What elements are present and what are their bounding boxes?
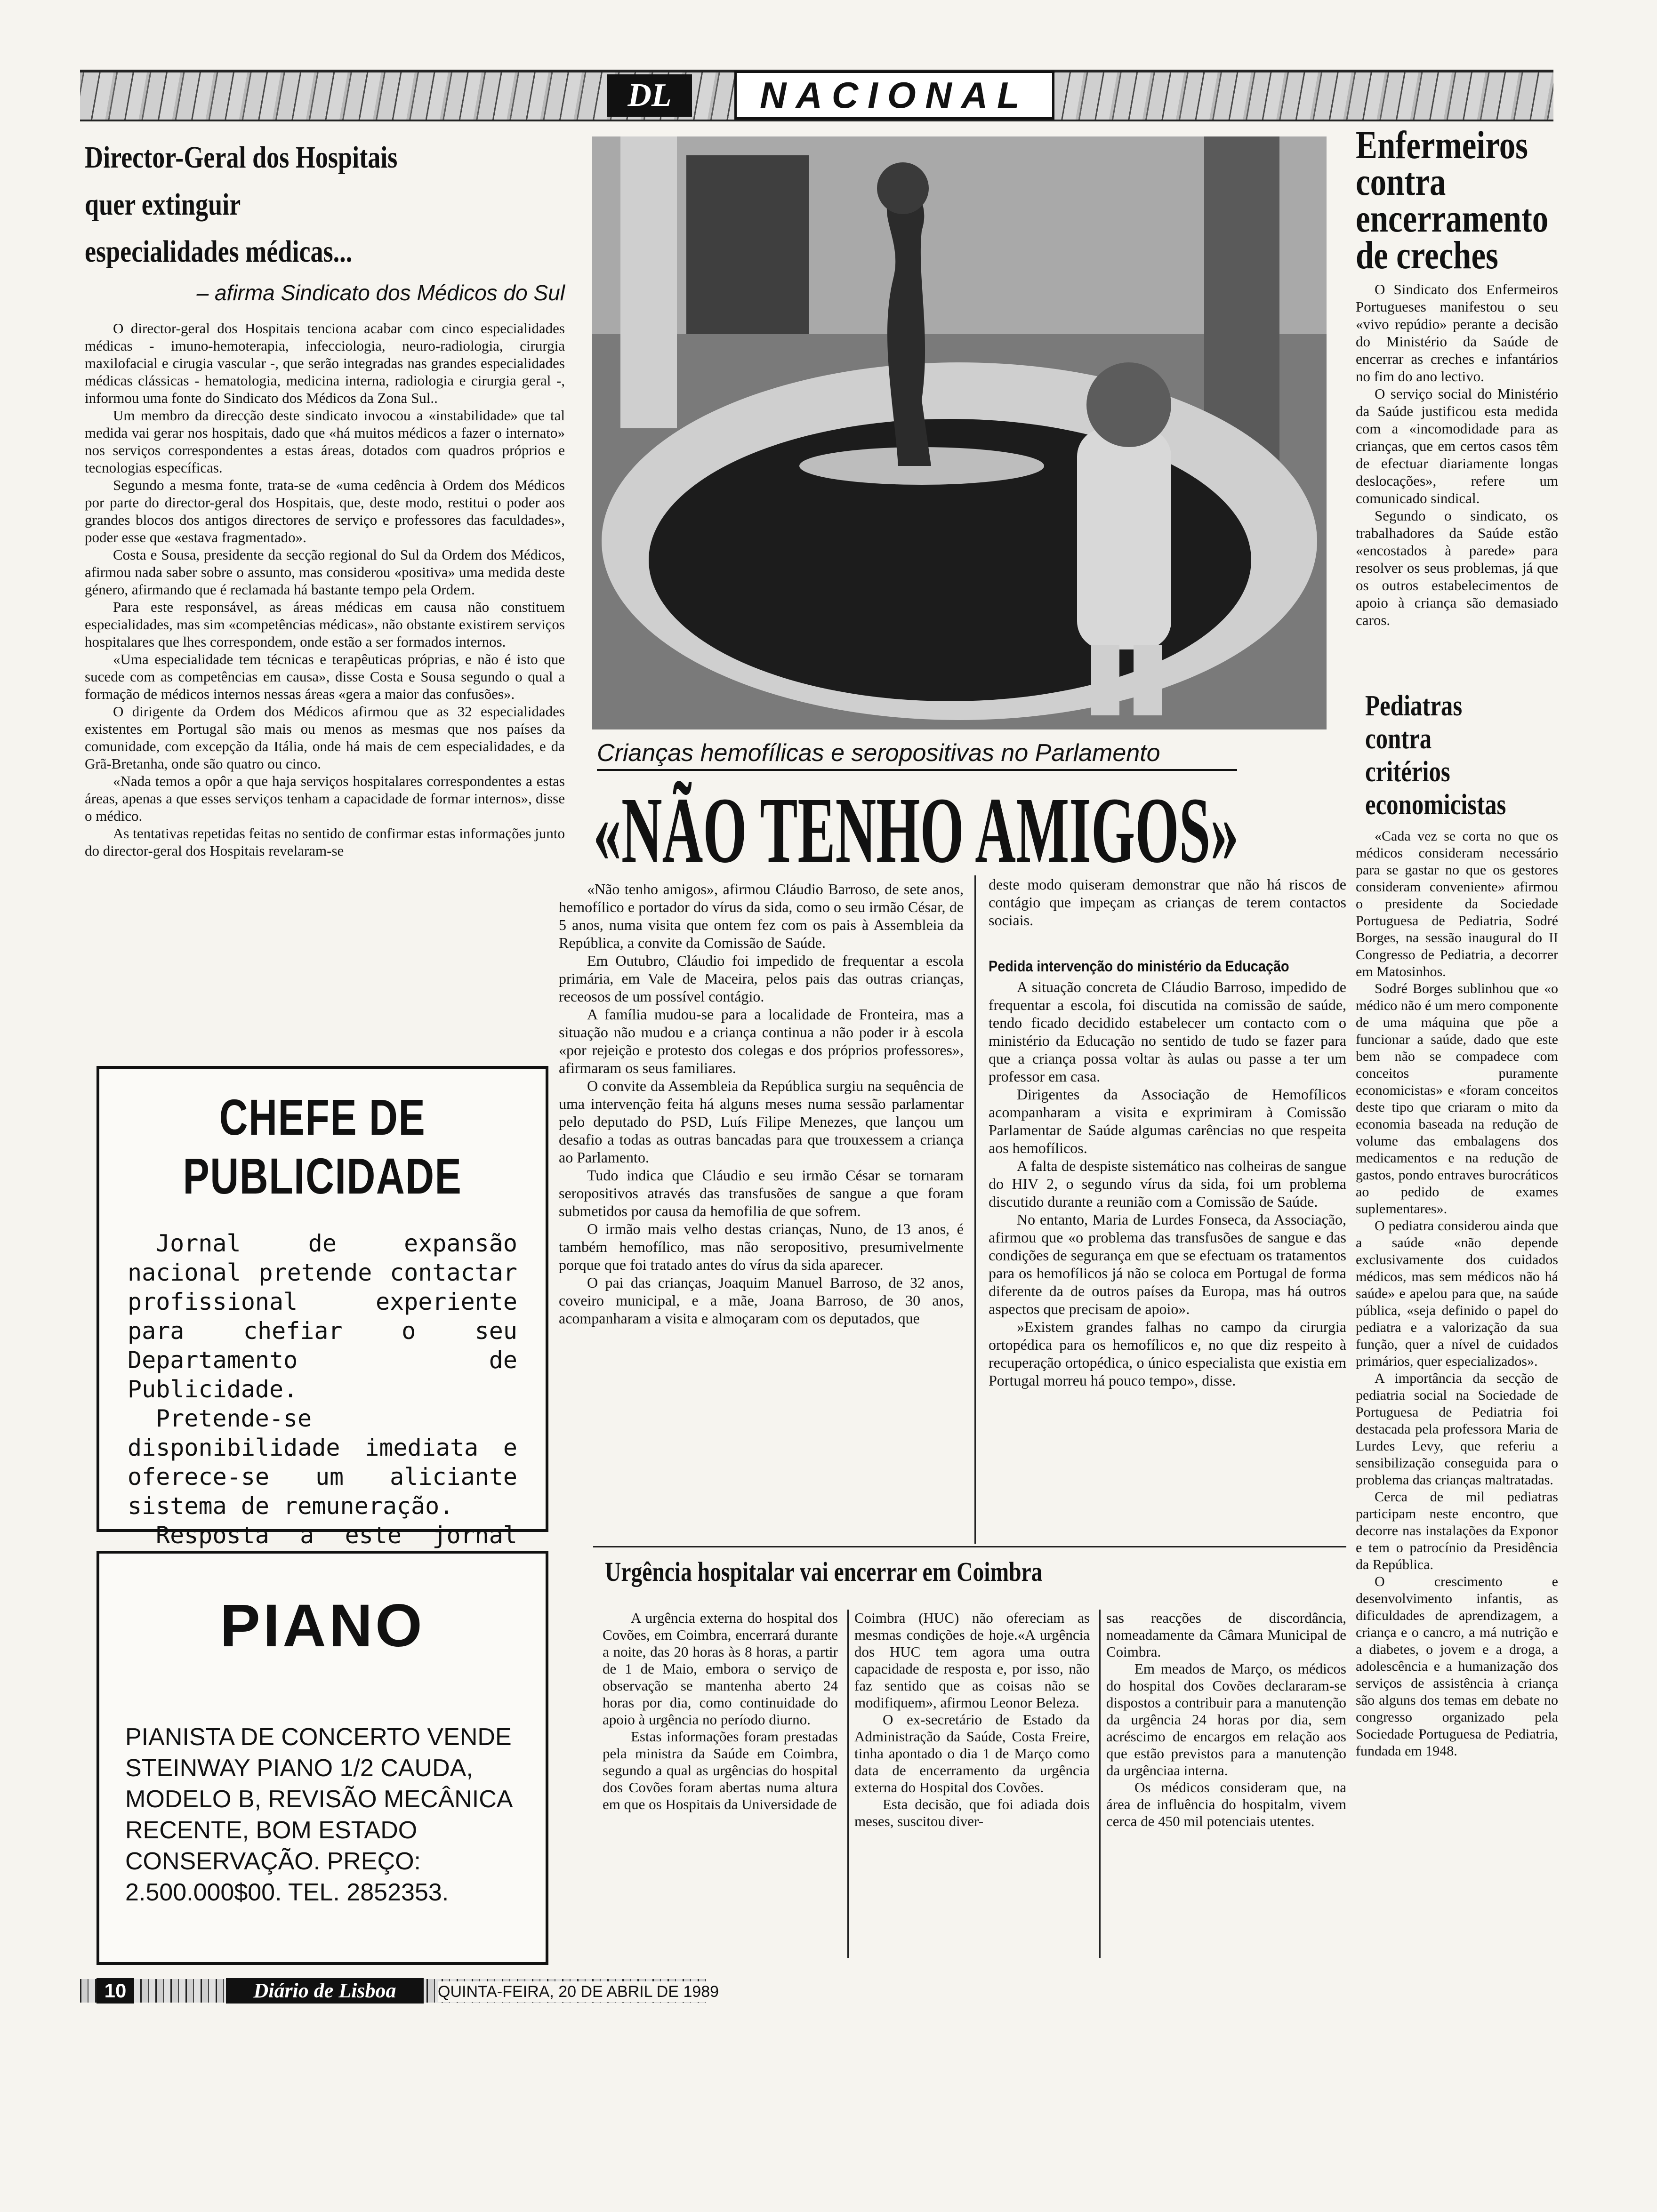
ad-chefe-publicidade [97,1066,548,1549]
paragraph: Estas informações foram prestadas pela ministra da Saúde em Coimbra, segundo a qual as urgências do hospital dos Covões foram abertas numa altura em que os Hospitais da Universidade de [603,1728,838,1812]
paragraph: «Cada vez se corta no que os médicos consideram necessário para se gastar no que os gestores consideram conveniente» afirmou o presidente da Sociedade Portuguesa de Pediatria, Sodré Borges, na sessão inaugural do II Congresso de Pediatria, a decorrer em Matosinhos. [1356,828,1558,979]
headline-line: critérios [1365,756,1450,788]
article-main-col1 [559,880,964,1327]
paragraph: Esta decisão, que foi adiada dois meses, suscitou diver- [854,1796,1090,1829]
photo-children-parliament [592,136,1327,729]
paragraph: Para este responsável, as áreas médicas em causa não constituem especialidades, mas sim «competências médicas», não obstante existirem serviços hospitalares que lhes correspondem, onde estão a ser formados internos. [85,599,565,650]
headline-line: Pediatras [1365,690,1463,722]
paragraph: Dirigentes da Associação de Hemofílicos acompanharam a visita e exprimiram à Comissão Parlamentar de Saúde algumas carências no que respeita aos hemofílicos. [989,1086,1346,1156]
ad-body: PIANISTA DE CONCERTO VENDE STEINWAY PIANO 1/2 CAUDA, MODELO B, REVISÃO MECÂNICA RECENTE, BOM ESTADO CONSERVAÇÃO. PREÇO: 2.500.000$00. TEL. 2852353. [125,1723,512,1906]
paragraph: No entanto, Maria de Lurdes Fonseca, da Associação, afirmou que «o problema das transfusões de sangue e das condições de segurança em que se efectuam os tratamentos para os hemofílicos já não se coloca em Portugal de forma diferente da de outros países da Europa, mas há outros aspectos que precisam de apoio». [989,1211,1346,1317]
page-number: 10 [97,1978,134,2004]
ad-piano [97,1551,548,1965]
article-urgencia-col1 [603,1610,838,1813]
paragraph: «Não tenho amigos», afirmou Cláudio Barroso, de sete anos, hemofílico e portador do vírus da sida, como o seu irmão César, de 5 anos, numa visita que ontem fez com os pais à Assembleia da República, a convite da Comissão de Saúde. [559,881,964,951]
ad-title: CHEFE DE PUBLICIDADE [183,1089,462,1204]
headline-text: «NÃO TENHO AMIGOS» [593,778,1239,882]
headline-line: contra [1356,160,1446,204]
headline-line: contra [1365,723,1432,755]
headline-line: especialidades médicas... [85,234,353,269]
photo-illustration [592,136,1327,729]
paragraph: sas reacções de discordância, nomeadamente da Câmara Municipal de Coimbra. [1106,1610,1346,1660]
paragraph: A urgência externa do hospital dos Covões, em Coimbra, encerrará durante a noite, das 20 horas às 8 horas, a partir de 1 de Maio, embora o serviço de observação se mantenha aberto 24 horas por dia, como continuidade do apoio à urgência no período diurno. [603,1610,838,1728]
paragraph: Jornal de expansão nacional pretende contactar profissional experiente para chefiar o seu Departamento de Publicidade. [128,1230,517,1403]
paragraph: Pretende-se disponibilidade imediata e oferece-se um aliciante sistema de remuneração. [128,1405,517,1520]
article-headline [85,134,565,275]
headline-text: Urgência hospitalar vai encerrar em Coimbra [605,1556,1043,1587]
article-main-col2 [989,875,1346,1389]
article-enfermeiros [1356,123,1558,629]
paragraph: O convite da Assembleia da República surgiu na sequência de uma intervenção feita há alguns meses numa sessão parlamentar pelo deputado do PSD, Luís Filipe Menezes, que lançou um desafio a todas as outras bancadas para que trouxessem a criança ao Parlamento. [559,1077,964,1166]
paragraph: A situação concreta de Cláudio Barroso, impedido de frequentar a escola, foi discutida na comissão de saúde, tendo ficado decidido estabelecer um contacto com o ministério da Educação no sentido de tudo se fazer para que a criança possa voltar às aulas ou passe a ter um professor em casa. [989,978,1346,1085]
headline-line: Director-Geral dos Hospitais [85,140,398,175]
paragraph: A falta de despiste sistemático nas colheiras de sangue do HIV 2, o segundo vírus da sida, foi um problema discutido durante a reunião com a Comissão de Saúde. [989,1157,1346,1210]
paragraph: Costa e Sousa, presidente da secção regional do Sul da Ordem dos Médicos, afirmou nada saber sobre o assunto, mas considerou «positiva» uma medida deste género, afirmando que é reclamada há bastante tempo pela Ordem. [85,546,565,598]
paragraph: O director-geral dos Hospitais tenciona acabar com cinco especialidades médicas - imuno-hemoterapia, infecciologia, neuro-radiologia, cirurgia maxilofacial e cirugia vascular -, que serão integradas nas grandes especialidades médicas clássicas - hematologia, medicina interna, radiologia e cirurgia geral -, informou uma fonte do Sindicato dos Médicos da Zona Sul.. [85,320,565,406]
headline-line: economicistas [1365,789,1506,821]
paragraph: Em Outubro, Cláudio foi impedido de frequentar a escola primária, em Vale de Maceira, pelos pais das outras crianças, receosos de um possível contágio. [559,952,964,1005]
article-subhead: – afirma Sindicato dos Médicos do Sul [196,281,565,305]
column-rule [1099,1610,1101,1958]
paragraph: Coimbra (HUC) não ofereciam as mesmas condições de hoje.«A urgência dos HUC tem agora uma outra capacidade de resposta e, por isso, não faz sentido que as coisas não se modifiquem», afirmou Leonor Beleza. [854,1610,1090,1711]
article-hospitais [85,134,565,859]
paragraph: «Uma especialidade tem técnicas e terapêuticas próprias, e não é isto que sucede com as competências em causa», disse Costa e Sousa segundo o qual a formação de médicos internos nessas áreas «gera a maior das confusões». [85,651,565,702]
article-kicker: Crianças hemofílicas e seropositivas no Parlamento [597,739,1237,771]
ad-title: PIANO [220,1592,425,1659]
article-body [85,320,565,859]
column-rule [974,875,976,1544]
paragraph: Sodré Borges sublinhou que «o médico não é um mero componente de uma máquina que põe a funcionar a saúde, dado que este bem não se compadece com conceitos puramente economicistas» e «foram conceitos deste tipo que criaram o mito da economia baseada na redução de volume das embalagens dos medicamentos e na redução de gastos, pondo entraves burocráticos ao pedido de exames suplementares». [1356,981,1558,1217]
paragraph: Os médicos consideram que, na área de influência do hospitalm, vivem cerca de 450 mil potenciais utentes. [1106,1779,1346,1829]
footer-date: QUINTA-FEIRA, 20 DE ABRIL DE 1989 [438,1981,767,2002]
newspaper-logo: DL [607,74,692,117]
paragraph: Um membro da direcção deste sindicato invocou a «instabilidade» que tal medida vai gerar nos hospitais, dado que «há muitos médicos a fazer o internato» nos serviços correspondentes a estas áreas, dotados com quadros próprios e tecnologias específicas. [85,407,565,476]
paragraph: O crescimento e desenvolvimento infantis, as dificuldades de aprendizagem, a criança e o cancro, a má nutrição e a diabetes, o jovem e a droga, a adolescência e a humanização dos serviços de assistência à criança são alguns dos temas em debate no congresso organizado pela Sociedade Portuguesa de Pediatria, fundada em 1948. [1356,1574,1558,1759]
footer-paper-name: Diário de Lisboa [226,1978,424,2004]
article-main-headline [593,778,1327,882]
paragraph: O irmão mais velho destas crianças, Nuno, de 13 anos, é também hemofílico, mas não seropositivo, presumivelmente porque que foi tratado antes do vírus da sida aparecer. [559,1220,964,1273]
article-urgencia-headline [605,1555,1339,1588]
article-headline [1356,689,1558,821]
paragraph: O ex-secretário de Estado da Administração da Saúde, Costa Freire, tinha apontado o dia 1 de Março como data de encerramento da urgência externa do Hospital dos Covões. [854,1711,1090,1795]
article-headline [1356,123,1558,277]
headline-line: Enfermeiros [1356,123,1528,167]
article-body [1356,281,1558,629]
paragraph: As tentativas repetidas feitas no sentido de confirmar estas informações junto do director-geral dos Hospitais revelaram-se [85,825,565,859]
article-urgencia-col3 [1106,1610,1346,1830]
paragraph: Segundo o sindicato, os trabalhadores da Saúde estão «encostados à parede» para resolver os seus problemas, já que os outros estabelecimentos de apoio à criança são demasiado caros. [1356,507,1558,628]
headline-line: quer extinguir [85,187,241,222]
paragraph: O dirigente da Ordem dos Médicos afirmou que as 32 especialidades existentes em Portugal são mais ou menos as mesmas que nos países da comunidade, com excepção da Itália, onde há mais de cem especialidades, e da Grã-Bretanha, onde são quatro ou cinco. [85,703,565,772]
paragraph: O serviço social do Ministério da Saúde justificou esta medida com a «incomodidade para as crianças, que em certos casos têm de efectuar diariamente longas deslocações», refere um comunicado sindical. [1356,385,1558,506]
paragraph: O Sindicato dos Enfermeiros Portugueses manifestou o seu «vivo repúdio» perante a decisão do Ministério da Saúde de encerrar as creches e infantários no fim do ano lectivo. [1356,281,1558,385]
article-pediatras [1356,689,1558,1760]
section-title: NACIONAL [734,71,1054,120]
paragraph: O pediatra considerou ainda que a saúde «não depende exclusivamente dos cuidados médicos, mas sem médicos não há saúde» e apelou para que, na saúde pública, «seja definido o papel do pediatra e a valorização da sua função, quer a nível de cuidados primários, quer especializados». [1356,1218,1558,1369]
paragraph: Resposta a este jornal [156,1522,517,1549]
article-body [1356,828,1558,1760]
paragraph: O pai das crianças, Joaquim Manuel Barroso, de 32 anos, coveiro municipal, e a mãe, Joana Barroso, de 30 anos, acompanharam a visita e almoçaram com os deputados, que [559,1274,964,1327]
paragraph: Tudo indica que Cláudio e seu irmão César se tornaram seropositivos através das transfusões de sangue a que foram submetidos por causa da hemofilia de que sofrem. [559,1167,964,1219]
headline-line: de creches [1356,233,1498,277]
paragraph: »Existem grandes falhas no campo da cirurgia ortopédica para os hemofílicos e, no que diz respeito à recuperação ortopédica, o único especialista que existia em Portugal morreu há pouco tempo», disse. [989,1318,1346,1389]
paragraph: deste modo quiseram demonstrar que não há riscos de contágio que impeçam as crianças de terem contactos sociais. [989,876,1346,929]
paragraph: A família mudou-se para a localidade de Fronteira, mas a situação não mudou e a criança continua a não poder ir à escola «por rejeição e protesto dos colegas e dos próprios professores», afirmaram os seus familiares. [559,1006,964,1076]
paragraph: A importância da secção de pediatria social na Sociedade de Portuguesa de Pediatria foi destacada pela professora Maria de Lurdes Levy, que referiu a sensibilização conseguida para o problema das crianças maltratadas. [1356,1370,1558,1488]
paragraph: Segundo a mesma fonte, trata-se de «uma cedência à Ordem dos Médicos por parte do director-geral dos Hospitais, que, deste modo, restitui o poder aos grandes blocos dos antigos directores de serviço e professores das faculdades», poder esse que «estava fragmentado». [85,477,565,545]
ad-body [128,1229,517,1579]
article-urgencia-col2 [854,1610,1090,1830]
column-rule [847,1610,849,1958]
headline-line: encerramento [1356,197,1549,240]
paragraph: Cerca de mil pediatras participam neste encontro, que decorre nas instalações da Exponor e tem o patrocínio da Presidência da República. [1356,1489,1558,1572]
section-rule [593,1546,1346,1547]
paragraph: Em meados de Março, os médicos do hospital dos Covões declararam-se dispostos a contribuir para a manutenção da urgência 24 horas por dia, sem acréscimo de encargos em relação aos que estão previstos para a manutenção da urgênciaa interna. [1106,1660,1346,1779]
article-subhead: Pedida intervenção do ministério da Educação [989,958,1289,975]
paragraph: «Nada temos a opôr a que haja serviços hospitalares correspondentes a estas áreas, apenas a que esses serviços tenham a capacidade de formar internos», disse o médico. [85,773,565,824]
